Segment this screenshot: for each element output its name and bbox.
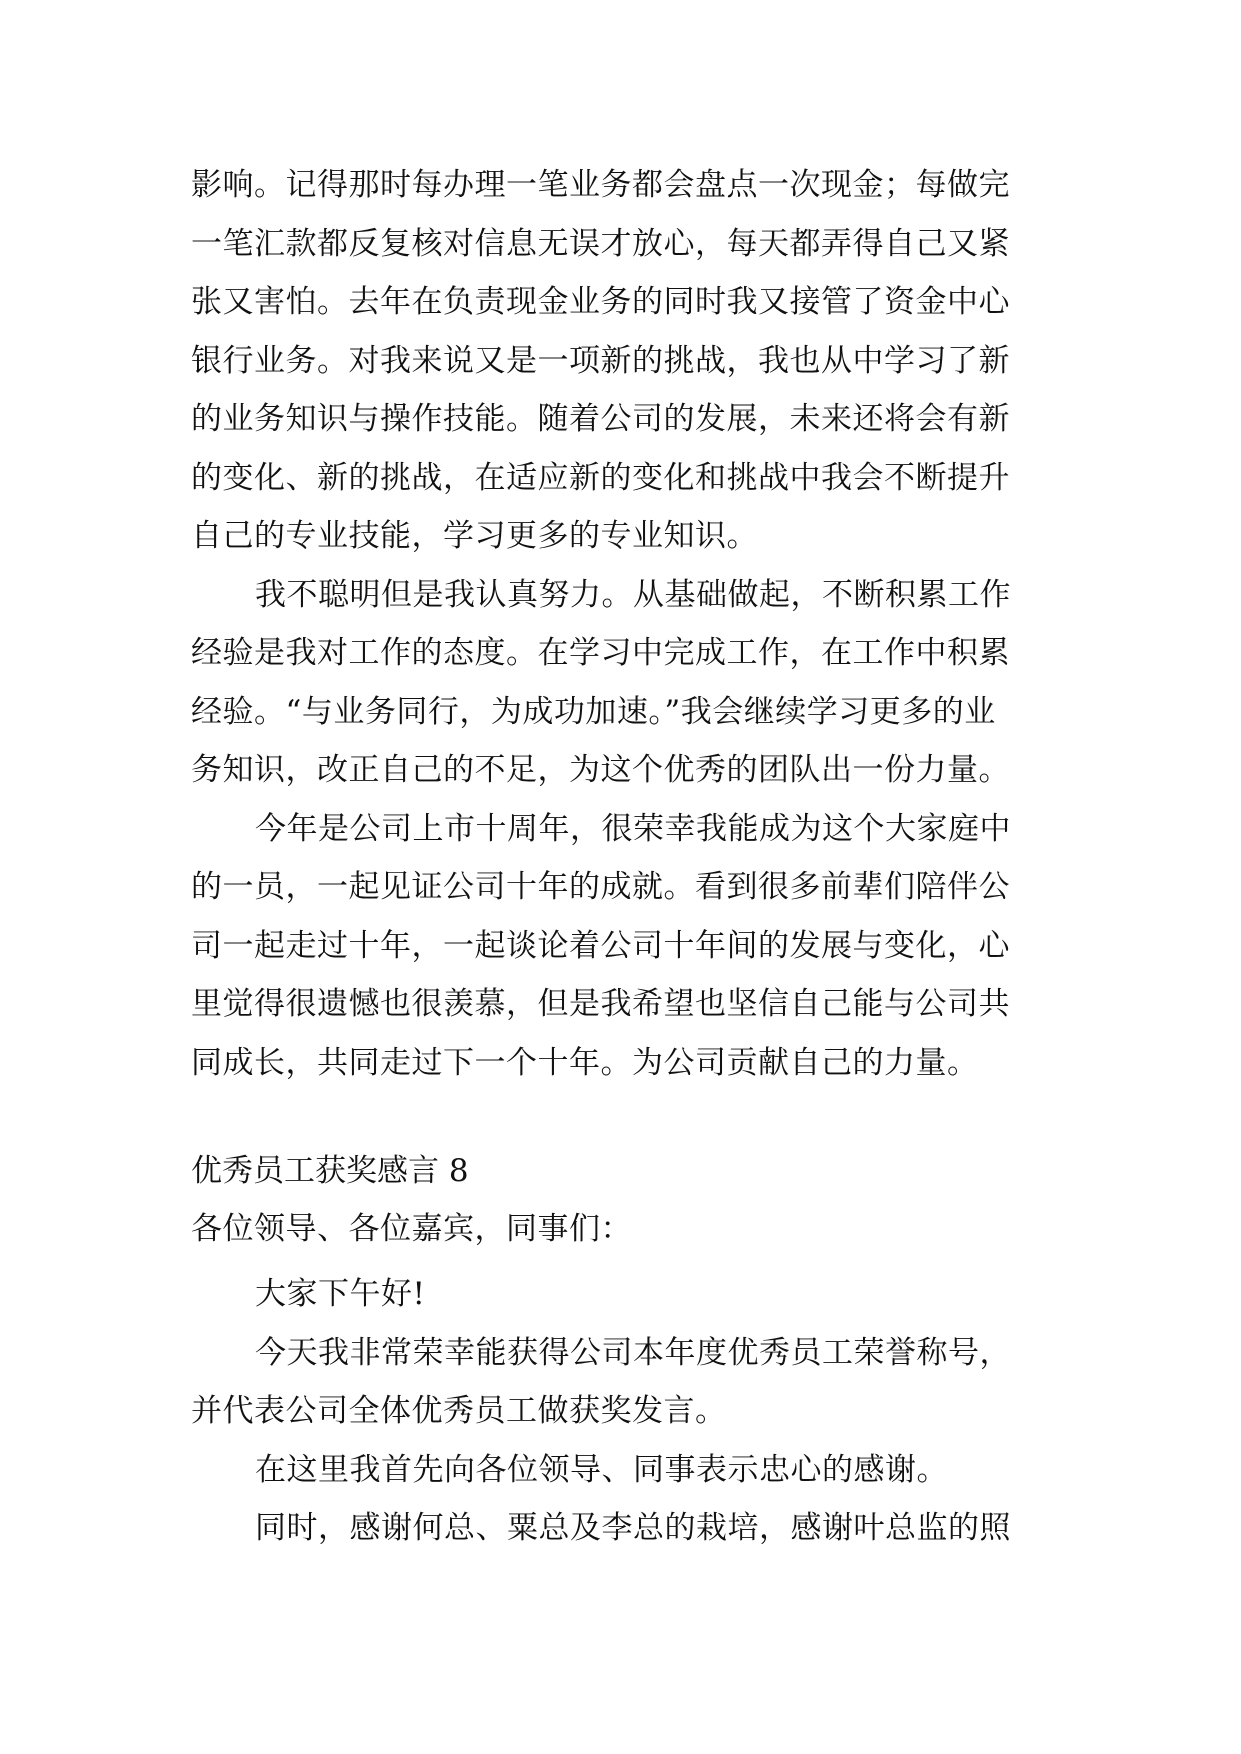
greeting: 大家下午好! [255,1276,426,1312]
text-line: 的变化、新的挑战，在适应新的变化和挑战中我会不断提升 [191,459,1010,496]
text-line: 同时，感谢何总、粟总及李总的栽培，感谢叶总监的照 [255,1510,1011,1546]
salutation: 各位领导、各位嘉宾，同事们： [191,1211,632,1247]
text-line: 的一员，一起见证公司十年的成就。看到很多前辈们陪伴公 [191,869,1010,905]
text-line: 经验。“与业务同行，为成功加速。”我会继续学习更多的业 [191,693,996,730]
text-line: 经验是我对工作的态度。在学习中完成工作，在工作中积累 [191,635,1010,671]
text-line: 自己的专业技能，学习更多的专业知识。 [191,518,758,554]
document-body [191,156,1071,1092]
text-line: 影响。记得那时每办理一笔业务都会盘点一次现金；每做完 [191,167,1010,203]
text-line: 的业务知识与操作技能。随着公司的发展，未来还将会有新 [191,401,1010,437]
text-line: 一笔汇款都反复核对信息无误才放心，每天都弄得自己又紧 [191,225,1010,262]
section-title: 优秀员工获奖感言 8 [191,1153,469,1189]
text-line: 我不聪明但是我认真努力。从基础做起，不断积累工作 [255,576,1011,613]
text-line: 司一起走过十年，一起谈论着公司十年间的发展与变化，心 [191,927,1010,964]
text-line: 今年是公司上市十周年，很荣幸我能成为这个大家庭中 [255,810,1011,847]
text-line: 银行业务。对我来说又是一项新的挑战，我也从中学习了新 [191,342,1010,379]
section-body [191,1207,1071,1558]
text-line: 同成长，共同走过下一个十年。为公司贡献自己的力量。 [191,1044,979,1081]
text-line: 张又害怕。去年在负责现金业务的同时我又接管了资金中心 [191,284,1010,320]
text-line: 里觉得很遗憾也很羡慕，但是我希望也坚信自己能与公司共 [191,986,1010,1022]
text-line: 并代表公司全体优秀员工做获奖发言。 [191,1393,727,1429]
text-line: 今天我非常荣幸能获得公司本年度优秀员工荣誉称号， [255,1334,1011,1371]
text-line: 务知识，改正自己的不足，为这个优秀的团队出一份力量。 [191,752,1010,788]
text-line: 在这里我首先向各位领导、同事表示忠心的感谢。 [255,1451,948,1488]
